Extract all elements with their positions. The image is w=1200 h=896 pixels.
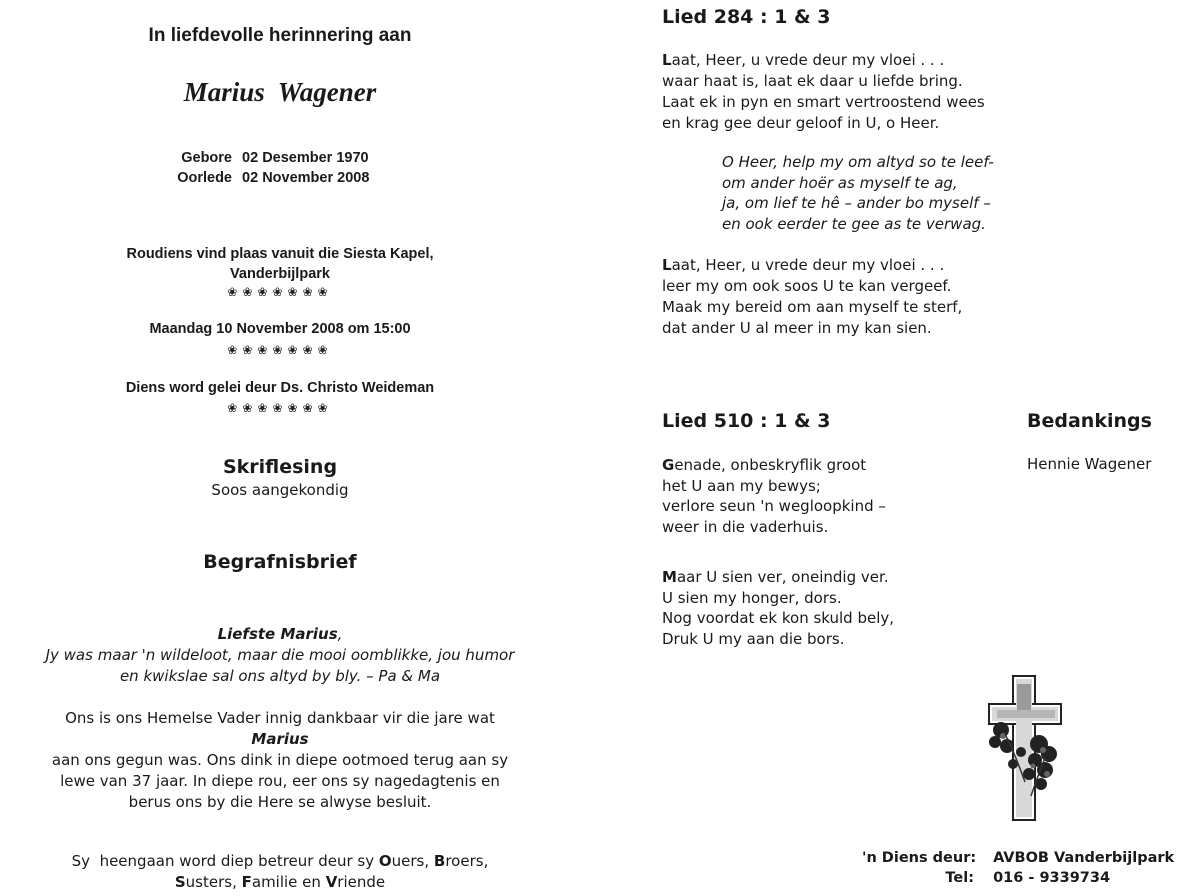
letter-salutation: Liefste Marius	[217, 625, 338, 643]
verse-text: Maak my bereid om aan myself te sterf,	[662, 298, 963, 316]
verse-text: leer my om ook soos U te kan vergeef.	[662, 277, 952, 295]
thanks-name: Marius	[251, 730, 309, 748]
ornament-divider-3: ❀❀❀❀❀❀❀	[227, 401, 333, 415]
mourned-uers: uers,	[391, 852, 434, 870]
died-date: 02 November 2008	[242, 170, 370, 186]
thanks-line-2: aan ons gegun was. Ons dink in diepe ootmoed terug aan sy	[51, 751, 509, 769]
verse-text: waar haat is, laat ek daar u liefde bring.	[662, 72, 963, 90]
verse-line	[662, 297, 962, 318]
verse-line	[662, 476, 886, 497]
intro-heading: In liefdevolle herinnering aan	[148, 25, 412, 46]
verse-line	[662, 92, 985, 113]
verse-text: aat, Heer, u vrede deur my vloei . . .	[671, 51, 945, 69]
mourned-cap-b: B	[433, 852, 446, 870]
funeral-service-info	[862, 848, 1174, 888]
thanks-paragraph	[0, 708, 560, 813]
cross-flowers-icon	[985, 674, 1065, 824]
verse-initial: L	[662, 256, 672, 274]
verse-line	[662, 608, 894, 629]
refrain-line: O Heer, help my om altyd so te leef-	[722, 153, 994, 171]
letter-line-1: Jy was maar 'n wildeloot, maar die mooi oomblikke, jou humor	[45, 646, 515, 664]
ornament-divider-2: ❀❀❀❀❀❀❀	[227, 343, 333, 357]
born-date: 02 Desember 1970	[242, 150, 369, 166]
thanks-line-3: lewe van 37 jaar. In diepe rou, eer ons sy nagedagtenis en	[60, 772, 500, 790]
verse-initial: M	[662, 568, 677, 586]
letter-body	[0, 624, 560, 687]
verse-line	[662, 496, 886, 517]
reading-text: Soos aangekondig	[211, 481, 349, 499]
verse-line	[662, 455, 886, 476]
service-line-2: Vanderbijlpark	[230, 266, 330, 282]
verse-line	[662, 50, 985, 71]
died-label: Oorlede	[177, 170, 232, 186]
verse-text: Nog voordat ek kon skuld bely,	[662, 609, 895, 627]
verse-text: verlore seun 'n wegloopkind –	[662, 497, 886, 515]
verse-text: U sien my honger, dors.	[662, 588, 842, 607]
hymn-284-refrain	[722, 152, 994, 234]
service-datetime: Maandag 10 November 2008 om 15:00	[149, 321, 411, 337]
verse-text: het U aan my bewys;	[662, 476, 821, 495]
verse-text: en krag gee deur geloof in U, o Heer.	[662, 114, 940, 132]
mourned-cap-f: F	[241, 873, 252, 891]
mourned-cap-o: O	[378, 852, 392, 870]
mourned-roers: roers,	[445, 852, 489, 870]
verse-line	[662, 318, 962, 339]
verse-text: weer in die vaderhuis.	[662, 517, 829, 536]
hymn-510-verse-3	[662, 567, 894, 649]
verse-initial: G	[662, 456, 675, 474]
refrain-line: om ander hoër as myself te ag,	[722, 173, 958, 192]
verse-line	[662, 629, 894, 650]
verse-line	[662, 255, 962, 276]
mourned-riende: riende	[337, 873, 386, 891]
mourned-amilie: amilie en	[251, 873, 326, 891]
mourned-by	[0, 851, 560, 893]
refrain-line: en ook eerder te gee as te verwag.	[722, 214, 986, 233]
service-by-value: AVBOB Vanderbijlpark	[993, 850, 1175, 866]
mourned-usters: usters,	[185, 873, 242, 891]
verse-line	[662, 567, 894, 588]
deceased-name: Marius Wagener	[183, 77, 377, 107]
verse-text: aar U sien ver, oneindig ver.	[676, 568, 889, 586]
hymn-284-title: Lied 284 : 1 & 3	[662, 6, 831, 28]
mourned-cap-s: S	[174, 873, 186, 891]
refrain-line: ja, om lief te hê – ander bo myself –	[722, 194, 991, 212]
tel-label: Tel:	[945, 870, 974, 886]
mourned-cap-v: V	[325, 873, 338, 891]
verse-initial: L	[662, 51, 672, 69]
verse-text: enade, onbeskryflik groot	[674, 456, 867, 474]
letter-title: Begrafnisbrief	[203, 551, 357, 573]
dates-block	[170, 148, 369, 188]
hymn-510-verse-1	[662, 455, 886, 537]
service-led-by: Diens word gelei deur Ds. Christo Weideman	[125, 380, 435, 396]
thanks-title: Bedankings	[1027, 410, 1152, 432]
mourned-pre: Sy heengaan word diep betreur deur sy	[71, 852, 379, 870]
ornament-divider-1: ❀❀❀❀❀❀❀	[227, 285, 333, 299]
hymn-510-title: Lied 510 : 1 & 3	[662, 410, 831, 432]
verse-line	[662, 517, 886, 538]
verse-line	[662, 113, 985, 134]
service-location	[60, 244, 500, 284]
service-by-label: 'n Diens deur:	[862, 850, 977, 866]
letter-line-2: en kwikslae sal ons altyd by bly. – Pa & Ma	[119, 667, 441, 685]
verse-text: aat, Heer, u vrede deur my vloei . . .	[671, 256, 945, 274]
born-label: Gebore	[181, 150, 232, 166]
hymn-284-verse-3	[662, 255, 962, 339]
verse-text: Druk U my aan die bors.	[662, 629, 845, 648]
tel-value: 016 - 9339734	[993, 870, 1111, 886]
verse-line	[662, 276, 962, 297]
verse-line	[662, 71, 985, 92]
hymn-284-verse-1	[662, 50, 985, 134]
verse-text: Laat ek in pyn en smart vertroostend wees	[662, 93, 985, 111]
verse-text: dat ander U al meer in my kan sien.	[662, 319, 932, 337]
thanks-name: Hennie Wagener	[1027, 455, 1152, 473]
thanks-line-1: Ons is ons Hemelse Vader innig dankbaar vir die jare wat	[65, 709, 495, 727]
thanks-line-4: berus ons by die Here se alwyse besluit.	[128, 793, 432, 811]
reading-title: Skriflesing	[222, 456, 338, 478]
letter-salutation-comma: ,	[337, 625, 343, 643]
service-line-1: Roudiens vind plaas vanuit die Siesta Kapel,	[126, 246, 434, 262]
verse-line	[662, 588, 894, 609]
